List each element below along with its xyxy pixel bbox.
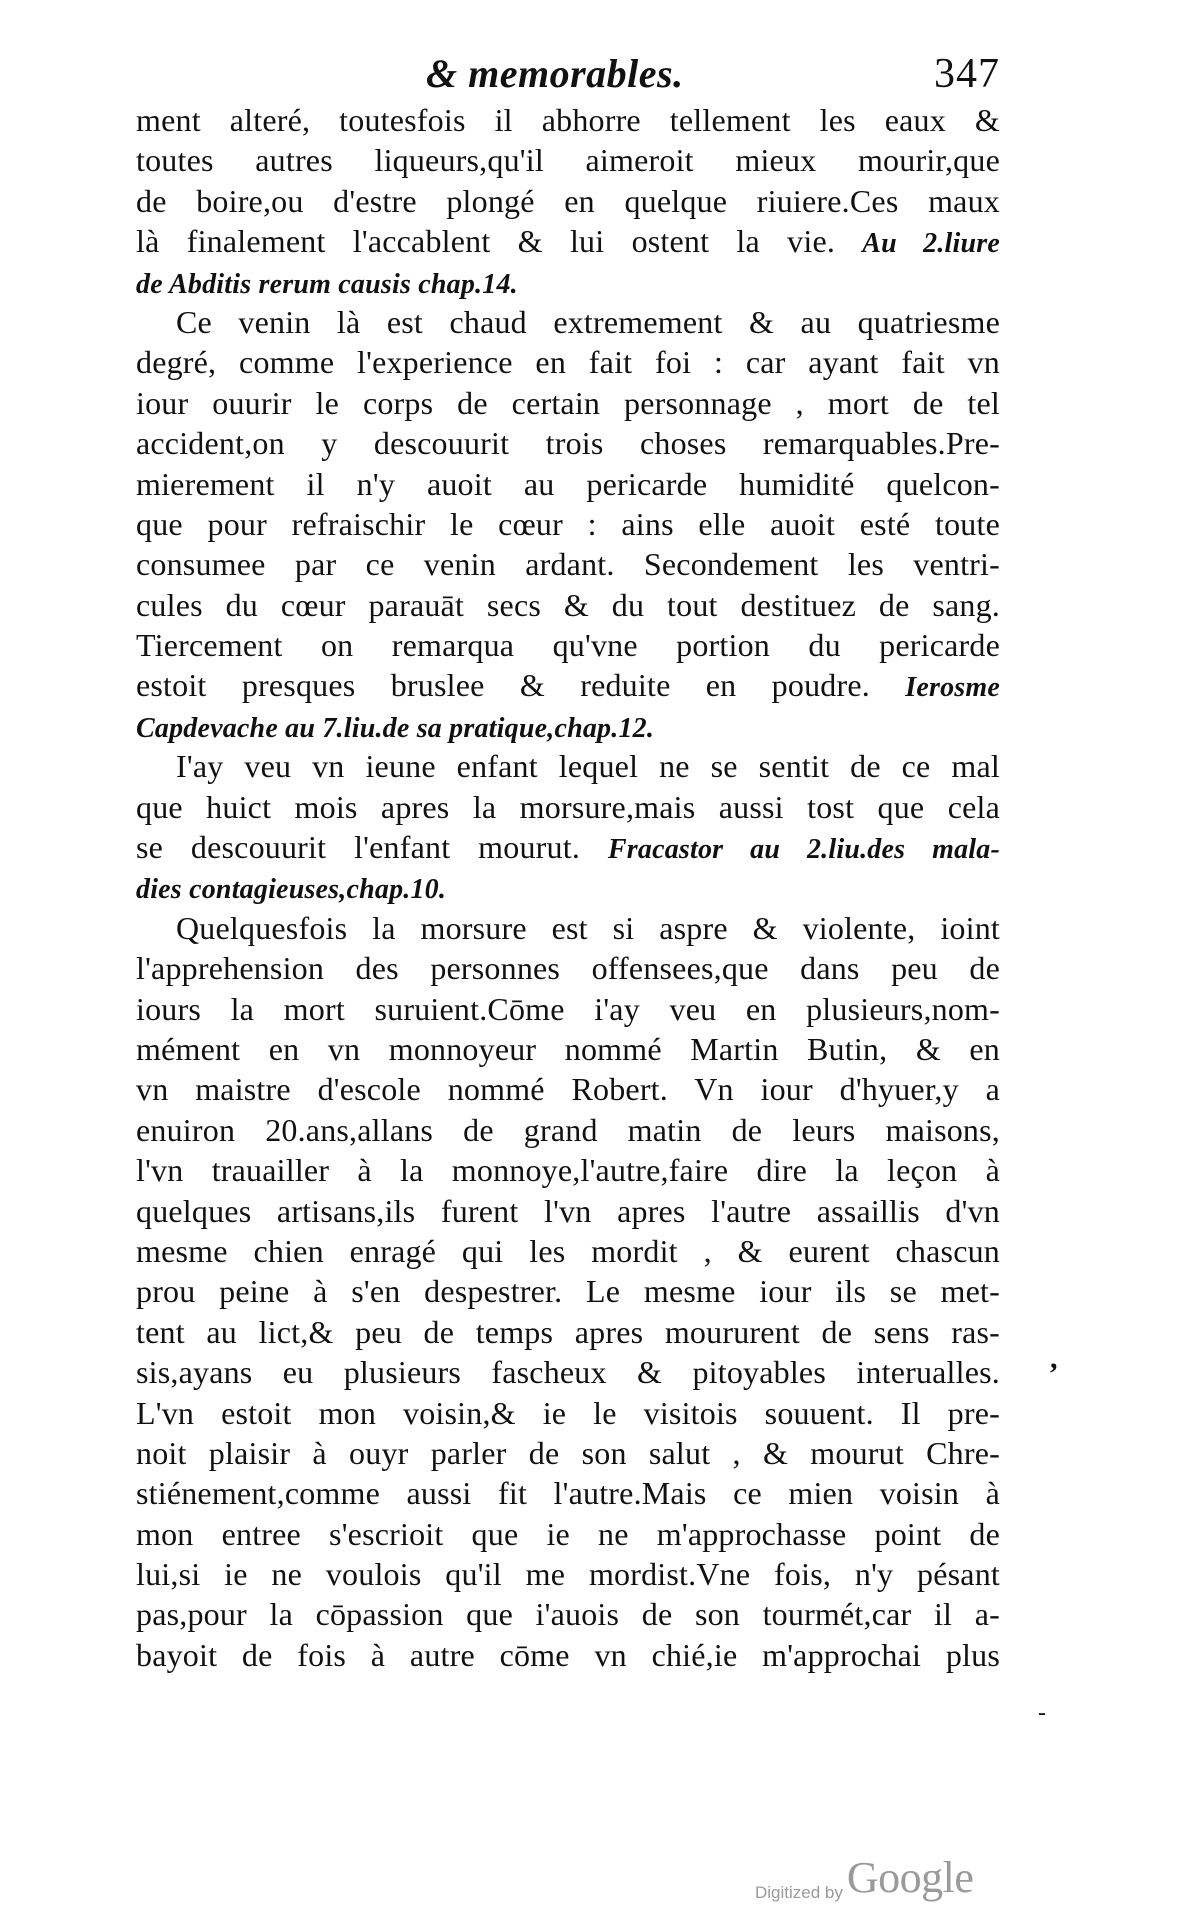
text-line: quelques artisans,ils furent l'vn apres l'autre assaillis d'vn bbox=[136, 1192, 1000, 1229]
text-line: estoit presques bruslee & reduite en poudre. Ierosme bbox=[136, 667, 1000, 704]
digitized-by-text: Digitized by bbox=[755, 1883, 843, 1902]
citation-ref: Fracastor au 2.liu.des mala- bbox=[607, 834, 1000, 866]
text-line: degré, comme l'experience en fait foi : car ayant fait vn bbox=[136, 344, 1000, 381]
text-line bbox=[136, 706, 1000, 746]
text-line: Tiercement on remarqua qu'vne portion du pericarde bbox=[136, 627, 1000, 664]
text-line: mon entree s'escrioit que ie ne m'approchasse point de bbox=[136, 1515, 1000, 1552]
running-head bbox=[136, 48, 1000, 108]
paragraph-start-line: I'ay veu vn ieune enfant lequel ne se sentit de ce mal bbox=[176, 748, 1000, 785]
text-line: stiénement,comme aussi fit l'autre.Mais ce mien voisin à bbox=[136, 1475, 1000, 1512]
text-line: iour ouurir le corps de certain personnage , mort de tel bbox=[136, 384, 1000, 421]
text-line: enuiron 20.ans,allans de grand matin de leurs maisons, bbox=[136, 1111, 1000, 1148]
paragraph-start-line: Quelquesfois la morsure est si aspre & violente, ioint bbox=[176, 909, 1000, 946]
citation-ref: dies contagieuses,chap.10. bbox=[136, 874, 447, 906]
text-line: vn maistre d'escole nommé Robert. Vn iour d'hyuer,y a bbox=[136, 1071, 1000, 1108]
stray-ink-mark: - bbox=[1038, 1700, 1046, 1726]
stray-ink-mark: , bbox=[1050, 1342, 1058, 1375]
text-line: consumee par ce venin ardant. Secondement les ventri- bbox=[136, 546, 1000, 583]
body-text bbox=[136, 100, 1000, 1675]
text-line: prou peine à s'en despestrer. Le mesme iour ils se met- bbox=[136, 1273, 1000, 1310]
text-line: toutes autres liqueurs,qu'il aimeroit mieux mourir,que bbox=[136, 142, 1000, 179]
text-line: que huict mois apres la morsure,mais aussi tost que cela bbox=[136, 788, 1000, 825]
text-line: accident,on y descouurit trois choses remarquables.Pre- bbox=[136, 425, 1000, 462]
text-line: lui,si ie ne voulois qu'il me mordist.Vne fois, n'y pésant bbox=[136, 1556, 1000, 1593]
citation-ref: de Abditis rerum causis chap.14. bbox=[136, 268, 518, 300]
text-line: noit plaisir à ouyr parler de son salut , & mourut Chre- bbox=[136, 1434, 1000, 1471]
text-line: que pour refraischir le cœur : ains elle auoit esté toute bbox=[136, 505, 1000, 542]
text-line: l'apprehension des personnes offensees,que dans peu de bbox=[136, 950, 1000, 987]
paragraph-start-line: Ce venin là est chaud extremement & au quatriesme bbox=[176, 303, 1000, 340]
google-logo-text: Google bbox=[846, 1853, 974, 1902]
text-line bbox=[136, 262, 1000, 302]
text-line: iours la mort suruient.Cōme i'ay veu en plusieurs,nom- bbox=[136, 990, 1000, 1027]
text-line: l'vn trauailler à la monnoye,l'autre,faire dire la leçon à bbox=[136, 1152, 1000, 1189]
text-line: mierement il n'y auoit au pericarde humidité quelcon- bbox=[136, 465, 1000, 502]
running-head-title: & memorables. bbox=[426, 51, 684, 96]
text-line: ment alteré, toutesfois il abhorre tellement les eaux & bbox=[136, 102, 1000, 138]
text-line: L'vn estoit mon voisin,& ie le visitois souuent. Il pre- bbox=[136, 1394, 1000, 1431]
text-line: sis,ayans eu plusieurs fascheux & pitoyables interualles. bbox=[136, 1354, 1000, 1391]
digitized-watermark bbox=[755, 1852, 973, 1902]
text-line: mément en vn monnoyeur nommé Martin Butin, & en bbox=[136, 1030, 1000, 1067]
text-line: bayoit de fois à autre cōme vn chié,ie m'approchai plus bbox=[136, 1636, 1000, 1673]
text-line: mesme chien enragé qui les mordit , & eurent chascun bbox=[136, 1232, 1000, 1269]
text-line: de boire,ou d'estre plongé en quelque riuiere.Ces maux bbox=[136, 182, 1000, 219]
text-line: tent au lict,& peu de temps apres moururent de sens ras- bbox=[136, 1313, 1000, 1350]
citation-ref: Au 2.liure bbox=[862, 228, 1000, 260]
text-line: se descouurit l'enfant mourut. Fracastor au 2.liu.des mala- bbox=[136, 829, 1000, 866]
citation-ref: Capdevache au 7.liu.de sa pratique,chap.12. bbox=[136, 712, 655, 744]
page-number: 347 bbox=[934, 51, 1000, 97]
text-line: pas,pour la cōpassion que i'auois de son tourmét,car il a- bbox=[136, 1596, 1000, 1633]
citation-ref: Ierosme bbox=[905, 672, 1000, 704]
text-line: cules du cœur parauāt secs & du tout destituez de sang. bbox=[136, 586, 1000, 623]
text-line bbox=[136, 867, 1000, 907]
text-line: là finalement l'accablent & lui ostent la vie. Au 2.liure bbox=[136, 223, 1000, 260]
